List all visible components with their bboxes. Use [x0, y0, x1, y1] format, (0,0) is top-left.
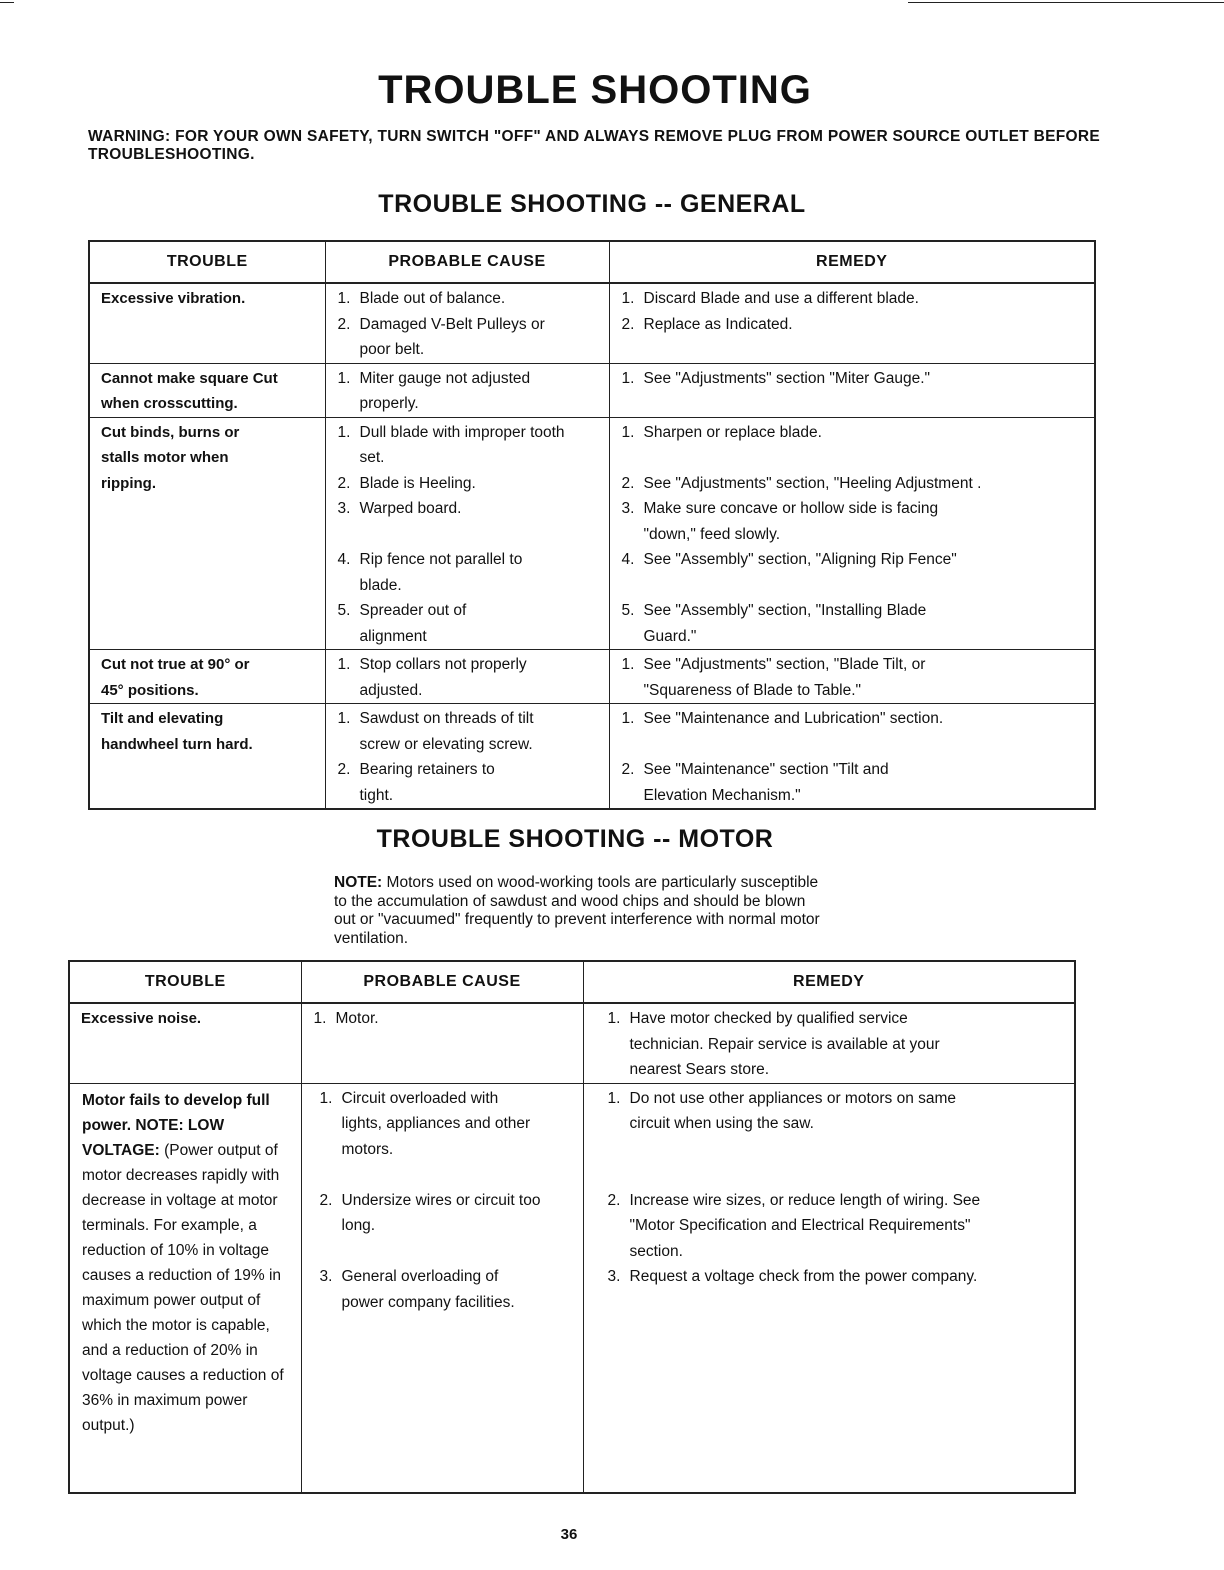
remedy-cell: [583, 1083, 1075, 1493]
column-header-cause: PROBABLE CAUSE: [325, 241, 609, 283]
general-troubleshooting-table: [88, 240, 1096, 810]
table-row: [89, 704, 1095, 810]
remedy-text: See "Assembly" section, "Installing Blade Guard.": [643, 602, 927, 645]
cause-text: Circuit overloaded with lights, appliances and other motors.: [341, 1089, 531, 1158]
page-number: 36: [560, 1526, 578, 1543]
motor-section-heading: TROUBLE SHOOTING -- MOTOR: [376, 825, 774, 853]
item-number: 5.: [621, 602, 635, 619]
remedy-cell: [609, 283, 1095, 363]
item-number: 3.: [337, 500, 351, 517]
trouble-cell: [89, 417, 325, 650]
column-header-trouble: TROUBLE: [69, 961, 301, 1003]
remedy-text: Make sure concave or hollow side is facing "down," feed slowly.: [643, 500, 939, 543]
item-number: 2.: [319, 1191, 333, 1209]
item-number: 2.: [337, 474, 351, 492]
table-header-row: [69, 961, 1075, 1003]
item-number: 1.: [621, 423, 635, 441]
remedy-cell: [609, 650, 1095, 704]
item-number: 5.: [337, 602, 351, 619]
table-row: [89, 417, 1095, 650]
item-number: 1.: [337, 710, 351, 727]
item-number: 1.: [337, 656, 351, 673]
trouble-text: Tilt and elevating handwheel turn hard.: [101, 710, 253, 753]
item-number: 1.: [621, 710, 635, 727]
cause-cell: [325, 704, 609, 810]
top-rule-left: [0, 2, 14, 3]
item-number: 3.: [621, 500, 635, 517]
cause-text: Stop collars not properly adjusted.: [359, 656, 527, 699]
spacer: [622, 732, 1095, 758]
spacer: [608, 1137, 1075, 1163]
table-row: [89, 650, 1095, 704]
spacer: [320, 1239, 583, 1265]
cause-cell: [325, 417, 609, 650]
trouble-cell: [69, 1003, 301, 1083]
cause-text: Spreader out of alignment: [359, 602, 467, 645]
cause-text: Bearing retainers to tight.: [359, 761, 495, 804]
item-number: 1.: [607, 1010, 621, 1027]
item-number: 1.: [337, 290, 351, 307]
trouble-cell: [89, 704, 325, 810]
item-number: 1.: [337, 423, 351, 441]
spacer: [320, 1162, 583, 1188]
item-number: 1.: [319, 1089, 333, 1107]
item-number: 3.: [319, 1268, 333, 1285]
trouble-detail-text: (Power output of motor decreases rapidly with decrease in voltage at motor terminals. For example, a reduction of 10% in voltage causes a reduction of 19% in maximum power output of which the motor is capable, and a reduction of 20% in voltage causes a reduction of 36% in maximum power output.): [82, 1141, 284, 1434]
cause-cell: [325, 650, 609, 704]
trouble-text: Cannot make square Cut when crosscutting.: [101, 369, 278, 412]
note-text: Motors used on wood-working tools are particularly susceptible to the accumulation of sawdust and wood chips and should be blown out or "vacuumed" frequently to prevent interference with normal motor ventilation.: [334, 874, 820, 947]
safety-warning: WARNING: FOR YOUR OWN SAFETY, TURN SWITCH "OFF" AND ALWAYS REMOVE PLUG FROM POWER SOURCE OUTLET BEFORE TROUBLESHOOTING.: [88, 128, 1101, 163]
item-number: 4.: [337, 551, 351, 568]
item-number: 2.: [337, 761, 351, 778]
cause-text: Motor.: [335, 1010, 379, 1027]
table-row: [89, 283, 1095, 363]
remedy-cell: [609, 363, 1095, 417]
note-label: NOTE:: [334, 874, 383, 891]
remedy-text: See "Adjustments" section, "Heeling Adjustment .: [643, 474, 982, 492]
trouble-bold-text: Motor fails to develop full power. NOTE: LOW VOLTAGE:: [82, 1091, 270, 1159]
cause-text: Warped board.: [359, 500, 462, 517]
cause-text: Dull blade with improper tooth set.: [359, 423, 565, 466]
item-number: 1.: [621, 656, 635, 673]
remedy-cell: [583, 1003, 1075, 1083]
spacer: [622, 573, 1095, 599]
remedy-text: Sharpen or replace blade.: [643, 423, 822, 441]
table-row: [69, 1003, 1075, 1083]
cause-text: Damaged V-Belt Pulleys or poor belt.: [359, 315, 545, 358]
item-number: 1.: [607, 1089, 621, 1107]
item-number: 1.: [337, 369, 351, 387]
table-row: [69, 1083, 1075, 1493]
cause-text: Blade is Heeling.: [359, 474, 476, 492]
top-rule-right: [908, 2, 1224, 3]
remedy-text: Do not use other appliances or motors on same circuit when using the saw.: [629, 1089, 957, 1132]
cause-text: Miter gauge not adjusted properly.: [359, 369, 531, 412]
table-row: [89, 363, 1095, 417]
cause-text: Undersize wires or circuit too long.: [341, 1191, 541, 1234]
motor-troubleshooting-table: [68, 960, 1076, 1494]
remedy-text: Request a voltage check from the power company.: [629, 1268, 978, 1285]
remedy-cell: [609, 417, 1095, 650]
spacer: [622, 445, 1095, 471]
general-section-heading: TROUBLE SHOOTING -- GENERAL: [378, 190, 806, 218]
page-title: TROUBLE SHOOTING: [378, 68, 812, 112]
item-number: 2.: [621, 474, 635, 492]
trouble-text: Excessive noise.: [81, 1010, 202, 1027]
column-header-trouble: TROUBLE: [89, 241, 325, 283]
spacer: [608, 1162, 1075, 1188]
remedy-cell: [609, 704, 1095, 810]
trouble-cell: [89, 650, 325, 704]
remedy-text: See "Adjustments" section "Miter Gauge.": [643, 369, 931, 387]
item-number: 4.: [621, 551, 635, 568]
cause-cell: [301, 1083, 583, 1493]
remedy-text: Increase wire sizes, or reduce length of wiring. See "Motor Specification and Electrical Requirements" section.: [629, 1191, 981, 1260]
cause-cell: [301, 1003, 583, 1083]
cause-cell: [325, 363, 609, 417]
column-header-cause: PROBABLE CAUSE: [301, 961, 583, 1003]
item-number: 2.: [337, 315, 351, 333]
cause-text: Sawdust on threads of tilt screw or elevating screw.: [359, 710, 534, 753]
trouble-cell: [69, 1083, 301, 1493]
remedy-text: See "Maintenance and Lubrication" section.: [643, 710, 944, 727]
cause-text: Rip fence not parallel to blade.: [359, 551, 523, 594]
cause-text: General overloading of power company facilities.: [341, 1268, 515, 1311]
table-header-row: [89, 241, 1095, 283]
column-header-remedy: REMEDY: [583, 961, 1075, 1003]
trouble-text: Cut binds, burns or stalls motor when ripping.: [101, 423, 240, 492]
trouble-cell: [89, 283, 325, 363]
remedy-text: Have motor checked by qualified service technician. Repair service is available at your nearest Sears store.: [629, 1010, 940, 1078]
item-number: 1.: [621, 369, 635, 387]
cause-text: Blade out of balance.: [359, 290, 506, 307]
trouble-text: Excessive vibration.: [101, 290, 246, 307]
spacer: [338, 522, 609, 548]
remedy-text: Replace as Indicated.: [643, 315, 793, 333]
column-header-remedy: REMEDY: [609, 241, 1095, 283]
trouble-text: Cut not true at 90° or 45° positions.: [101, 656, 250, 699]
remedy-text: See "Maintenance" section "Tilt and Elevation Mechanism.": [643, 761, 889, 804]
motor-note: [334, 874, 820, 948]
remedy-text: See "Adjustments" section, "Blade Tilt, or "Squareness of Blade to Table.": [643, 656, 926, 699]
remedy-text: Discard Blade and use a different blade.: [643, 290, 919, 307]
item-number: 1.: [621, 290, 635, 307]
trouble-text: [82, 1088, 297, 1438]
item-number: 2.: [621, 315, 635, 333]
remedy-text: See "Assembly" section, "Aligning Rip Fence": [643, 551, 957, 568]
trouble-cell: [89, 363, 325, 417]
item-number: 2.: [607, 1191, 621, 1209]
item-number: 1.: [313, 1010, 327, 1027]
item-number: 2.: [621, 761, 635, 778]
cause-cell: [325, 283, 609, 363]
item-number: 3.: [607, 1268, 621, 1285]
